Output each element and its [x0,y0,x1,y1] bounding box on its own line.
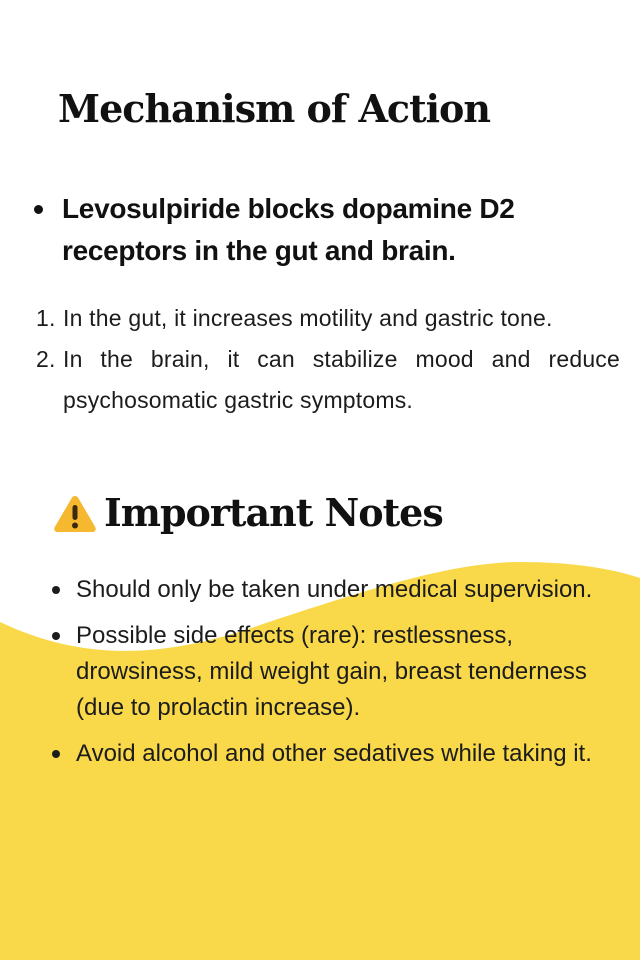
item-text: In the brain, it can stabilize mood and reduce psychosomatic gastric symptoms. [63,346,620,413]
warning-icon [52,493,98,533]
notes-heading [52,490,443,535]
item-text: In the gut, it increases motility and gastric tone. [63,305,553,331]
item-number: 1. [36,305,56,331]
item-number: 2. [36,346,56,372]
numbered-item [36,339,620,421]
notes-title: Important Notes [104,490,443,535]
note-item: Avoid alcohol and other sedatives while taking it. [76,736,606,772]
mechanism-bullet: Levosulpiride blocks dopamine D2 receptors in the gut and brain. [62,188,622,272]
numbered-item [36,298,620,339]
notes-list [76,572,606,782]
mechanism-bullet-list [62,188,622,272]
note-item: Possible side effects (rare): restlessness, drowsiness, mild weight gain, breast tenderness (due to prolactin increase). [76,618,606,726]
note-item: Should only be taken under medical supervision. [76,572,606,608]
mechanism-numbered-list [36,298,620,421]
mechanism-title: Mechanism of Action [58,86,491,131]
